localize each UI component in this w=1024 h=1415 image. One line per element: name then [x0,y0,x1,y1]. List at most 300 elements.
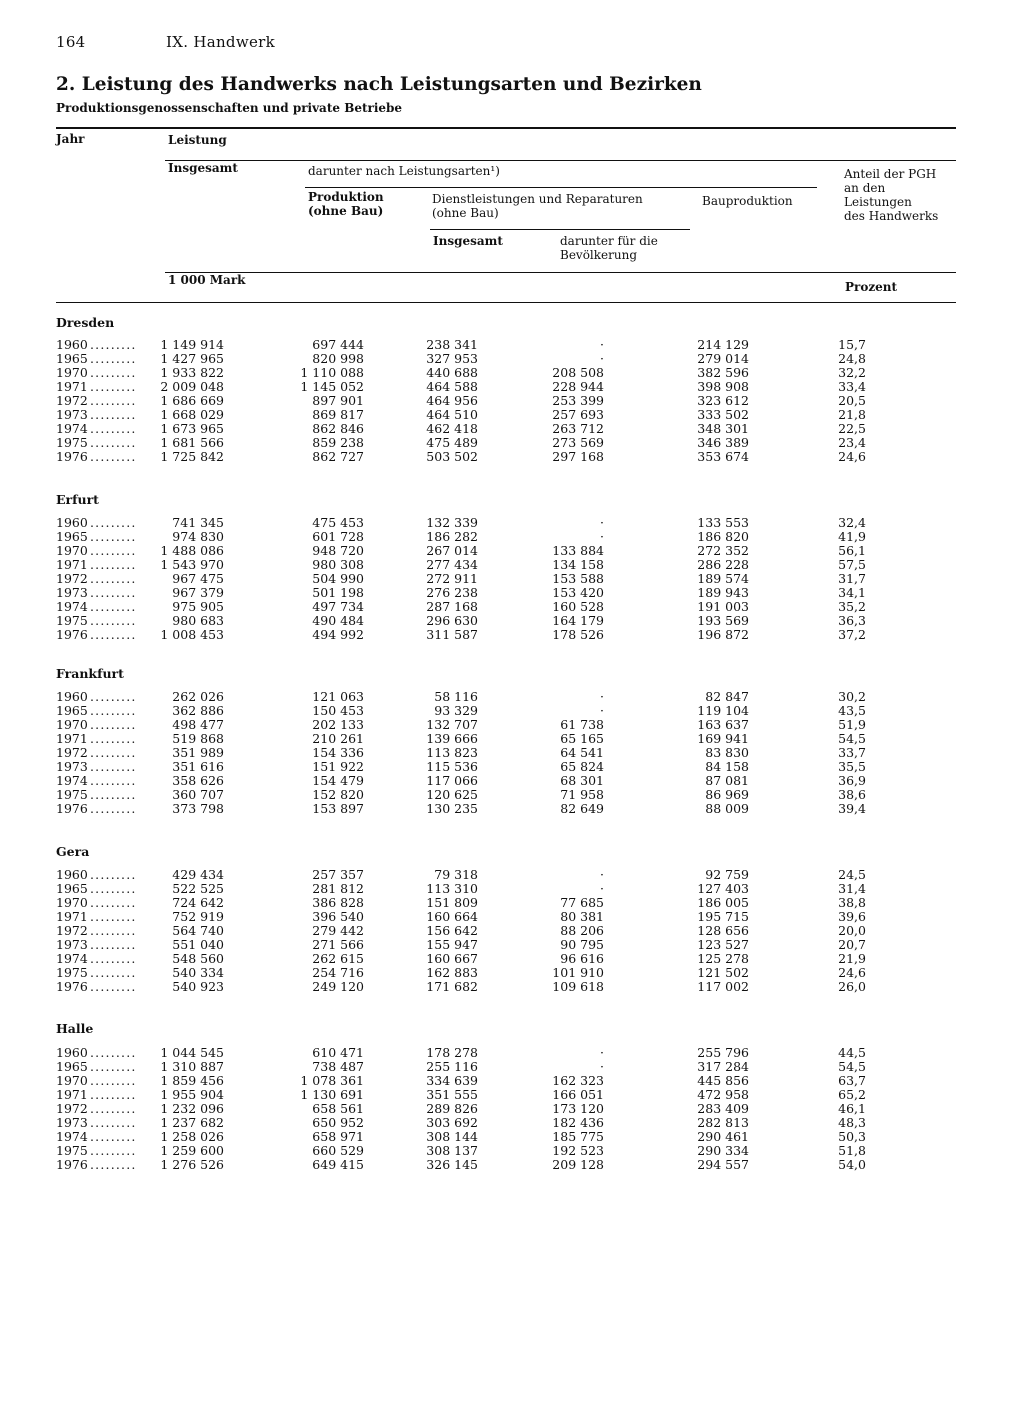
cell-produktion: 271 566 [312,937,364,952]
cell-bauproduktion: 195 715 [697,909,749,924]
cell-year: 1974 [56,1129,88,1144]
dot-leader: ......... [90,965,137,980]
cell-year: 1973 [56,585,88,600]
cell-anteil-pgh: 36,3 [838,613,866,628]
cell-bauproduktion: 290 461 [697,1129,749,1144]
dot-leader: ......... [90,703,137,718]
cell-produktion: 897 901 [312,393,364,408]
cell-year: 1960 [56,1045,88,1060]
cell-bevoelkerung: · [600,867,604,882]
cell-bauproduktion: 348 301 [697,421,749,436]
cell-anteil-pgh: 63,7 [838,1073,866,1088]
cell-bevoelkerung: 178 526 [552,627,604,642]
cell-anteil-pgh: 30,2 [838,689,866,704]
cell-dienstleistungen: 162 883 [426,965,478,980]
cell-produktion: 386 828 [312,895,364,910]
cell-bevoelkerung: 68 301 [560,773,604,788]
cell-produktion: 396 540 [312,909,364,924]
cell-year: 1975 [56,613,88,628]
cell-bevoelkerung: · [600,337,604,352]
cell-produktion: 150 453 [312,703,364,718]
cell-bevoelkerung: 209 128 [552,1157,604,1172]
table-row [0,1060,1024,1074]
cell-year: 1974 [56,951,88,966]
cell-bevoelkerung: 133 884 [552,543,604,558]
cell-produktion: 249 120 [312,979,364,994]
col-header-dienst-insgesamt: Insgesamt [433,234,503,248]
dot-leader: ......... [90,529,137,544]
cell-year: 1965 [56,881,88,896]
cell-produktion: 254 716 [312,965,364,980]
running-head [56,33,275,51]
table-title: 2. Leistung des Handwerks nach Leistungsarten und Bezirken [56,74,702,95]
header-rule-leistungsarten [305,187,817,188]
cell-anteil-pgh: 46,1 [838,1101,866,1116]
cell-dienstleistungen: 115 536 [426,759,478,774]
cell-year: 1965 [56,529,88,544]
cell-insgesamt: 2 009 048 [160,379,224,394]
cell-bevoelkerung: 109 618 [552,979,604,994]
cell-bauproduktion: 186 820 [697,529,749,544]
cell-year: 1973 [56,937,88,952]
cell-insgesamt: 1 276 526 [160,1157,224,1172]
table-row [0,436,1024,450]
cell-dienstleistungen: 113 310 [426,881,478,896]
cell-bauproduktion: 191 003 [697,599,749,614]
cell-bauproduktion: 186 005 [697,895,749,910]
cell-insgesamt: 360 707 [172,787,224,802]
cell-produktion: 980 308 [312,557,364,572]
table-row [0,614,1024,628]
table-row [0,558,1024,572]
cell-anteil-pgh: 21,8 [838,407,866,422]
dot-leader: ......... [90,515,137,530]
cell-insgesamt: 1 668 029 [160,407,224,422]
dot-leader: ......... [90,895,137,910]
table-row [0,544,1024,558]
cell-bauproduktion: 92 759 [705,867,749,882]
cell-bauproduktion: 189 943 [697,585,749,600]
cell-dienstleistungen: 351 555 [426,1087,478,1102]
col-header-jahr: Jahr [56,132,85,146]
cell-produktion: 658 971 [312,1129,364,1144]
header-rule-units [165,272,956,273]
cell-year: 1974 [56,421,88,436]
table-row [0,788,1024,802]
col-header-darunter: darunter nach Leistungsarten¹) [308,164,500,178]
cell-anteil-pgh: 54,0 [838,1157,866,1172]
cell-bevoelkerung: 182 436 [552,1115,604,1130]
cell-dienstleistungen: 267 014 [426,543,478,558]
cell-dienstleistungen: 334 639 [426,1073,478,1088]
district-heading: Erfurt [56,492,99,507]
cell-bevoelkerung: 173 120 [552,1101,604,1116]
cell-insgesamt: 351 616 [172,759,224,774]
cell-bevoelkerung: · [600,351,604,366]
table-subtitle: Produktionsgenossenschaften und private Betriebe [56,101,403,115]
dot-leader: ......... [90,449,137,464]
cell-bevoelkerung: 65 165 [560,731,604,746]
table-row [0,380,1024,394]
cell-produktion: 257 357 [312,867,364,882]
cell-year: 1960 [56,515,88,530]
cell-insgesamt: 1 149 914 [160,337,224,352]
table-row [0,450,1024,464]
cell-insgesamt: 1 237 682 [160,1115,224,1130]
cell-anteil-pgh: 50,3 [838,1129,866,1144]
dot-leader: ......... [90,731,137,746]
table-row [0,1046,1024,1060]
cell-anteil-pgh: 31,4 [838,881,866,896]
cell-bevoelkerung: 166 051 [552,1087,604,1102]
table-row [0,1116,1024,1130]
cell-insgesamt: 498 477 [172,717,224,732]
table-row [0,690,1024,704]
col-header-bevoelkerung: darunter für die Bevölkerung [560,234,658,262]
dot-leader: ......... [90,951,137,966]
cell-year: 1965 [56,1059,88,1074]
cell-produktion: 869 817 [312,407,364,422]
cell-produktion: 697 444 [312,337,364,352]
cell-bauproduktion: 87 081 [705,773,749,788]
cell-bauproduktion: 125 278 [697,951,749,966]
cell-dienstleistungen: 440 688 [426,365,478,380]
cell-year: 1975 [56,787,88,802]
cell-year: 1972 [56,923,88,938]
table-row [0,938,1024,952]
cell-insgesamt: 1 686 669 [160,393,224,408]
cell-produktion: 121 063 [312,689,364,704]
cell-anteil-pgh: 39,4 [838,801,866,816]
dot-leader: ......... [90,689,137,704]
cell-bauproduktion: 333 502 [697,407,749,422]
cell-insgesamt: 967 475 [172,571,224,586]
cell-year: 1970 [56,1073,88,1088]
cell-insgesamt: 1 488 086 [160,543,224,558]
table-row [0,1144,1024,1158]
cell-insgesamt: 741 345 [172,515,224,530]
cell-produktion: 650 952 [312,1115,364,1130]
cell-bauproduktion: 119 104 [697,703,749,718]
cell-anteil-pgh: 15,7 [838,337,866,352]
cell-produktion: 501 198 [312,585,364,600]
cell-insgesamt: 1 673 965 [160,421,224,436]
cell-insgesamt: 1 232 096 [160,1101,224,1116]
cell-insgesamt: 262 026 [172,689,224,704]
dot-leader: ......... [90,717,137,732]
cell-anteil-pgh: 23,4 [838,435,866,450]
cell-bevoelkerung: 297 168 [552,449,604,464]
header-rule-darunter [165,160,956,161]
unit-label-mark: 1 000 Mark [168,273,246,287]
cell-bauproduktion: 84 158 [705,759,749,774]
cell-year: 1970 [56,543,88,558]
table-row [0,910,1024,924]
cell-dienstleistungen: 462 418 [426,421,478,436]
cell-bevoelkerung: 273 569 [552,435,604,450]
cell-produktion: 152 820 [312,787,364,802]
cell-bevoelkerung: · [600,529,604,544]
cell-produktion: 1 110 088 [300,365,364,380]
cell-dienstleistungen: 503 502 [426,449,478,464]
cell-bevoelkerung: 61 738 [560,717,604,732]
table-row [0,1130,1024,1144]
cell-produktion: 504 990 [312,571,364,586]
cell-year: 1972 [56,1101,88,1116]
table-row [0,1088,1024,1102]
cell-year: 1972 [56,571,88,586]
cell-anteil-pgh: 51,8 [838,1143,866,1158]
cell-year: 1965 [56,351,88,366]
dot-leader: ......... [90,407,137,422]
cell-anteil-pgh: 36,9 [838,773,866,788]
table-row [0,352,1024,366]
cell-produktion: 154 479 [312,773,364,788]
cell-produktion: 154 336 [312,745,364,760]
dot-leader: ......... [90,1129,137,1144]
cell-anteil-pgh: 65,2 [838,1087,866,1102]
dot-leader: ......... [90,1101,137,1116]
table-row [0,882,1024,896]
dot-leader: ......... [90,393,137,408]
cell-dienstleistungen: 132 707 [426,717,478,732]
cell-bauproduktion: 214 129 [697,337,749,352]
cell-bauproduktion: 196 872 [697,627,749,642]
cell-bevoelkerung: 164 179 [552,613,604,628]
col-header-bauproduktion: Bauproduktion [702,194,793,208]
cell-anteil-pgh: 20,0 [838,923,866,938]
cell-insgesamt: 362 886 [172,703,224,718]
cell-dienstleistungen: 171 682 [426,979,478,994]
cell-anteil-pgh: 38,8 [838,895,866,910]
table-row [0,732,1024,746]
cell-produktion: 281 812 [312,881,364,896]
cell-insgesamt: 551 040 [172,937,224,952]
cell-produktion: 494 992 [312,627,364,642]
dot-leader: ......... [90,421,137,436]
cell-insgesamt: 1 008 453 [160,627,224,642]
cell-produktion: 649 415 [312,1157,364,1172]
table-row [0,952,1024,966]
cell-insgesamt: 1 543 970 [160,557,224,572]
cell-bauproduktion: 294 557 [697,1157,749,1172]
dot-leader: ......... [90,627,137,642]
table-row [0,422,1024,436]
cell-bauproduktion: 382 596 [697,365,749,380]
cell-bauproduktion: 169 941 [697,731,749,746]
cell-bauproduktion: 323 612 [697,393,749,408]
cell-bevoelkerung: 257 693 [552,407,604,422]
cell-bauproduktion: 127 403 [697,881,749,896]
cell-dienstleistungen: 464 956 [426,393,478,408]
chapter-title: IX. Handwerk [166,33,276,51]
cell-bevoelkerung: 101 910 [552,965,604,980]
cell-bauproduktion: 283 409 [697,1101,749,1116]
cell-dienstleistungen: 464 588 [426,379,478,394]
cell-anteil-pgh: 20,5 [838,393,866,408]
cell-bauproduktion: 353 674 [697,449,749,464]
dot-leader: ......... [90,1073,137,1088]
district-heading: Frankfurt [56,666,124,681]
cell-bauproduktion: 123 527 [697,937,749,952]
table-row [0,366,1024,380]
cell-bevoelkerung: 77 685 [560,895,604,910]
cell-year: 1971 [56,1087,88,1102]
cell-bauproduktion: 272 352 [697,543,749,558]
table-row [0,572,1024,586]
cell-bevoelkerung: 88 206 [560,923,604,938]
cell-bevoelkerung: 134 158 [552,557,604,572]
table-row [0,980,1024,994]
cell-dienstleistungen: 311 587 [426,627,478,642]
table-row [0,746,1024,760]
cell-dienstleistungen: 93 329 [434,703,478,718]
cell-year: 1965 [56,703,88,718]
dot-leader: ......... [90,787,137,802]
cell-insgesamt: 540 334 [172,965,224,980]
cell-year: 1976 [56,627,88,642]
cell-dienstleistungen: 132 339 [426,515,478,530]
cell-bauproduktion: 445 856 [697,1073,749,1088]
cell-anteil-pgh: 57,5 [838,557,866,572]
table-row [0,530,1024,544]
cell-produktion: 1 145 052 [300,379,364,394]
dot-leader: ......... [90,745,137,760]
table-row [0,718,1024,732]
cell-bevoelkerung: 228 944 [552,379,604,394]
cell-year: 1971 [56,379,88,394]
cell-bauproduktion: 255 796 [697,1045,749,1060]
cell-insgesamt: 1 955 904 [160,1087,224,1102]
cell-bevoelkerung: 153 588 [552,571,604,586]
cell-insgesamt: 358 626 [172,773,224,788]
cell-bevoelkerung: 82 649 [560,801,604,816]
cell-insgesamt: 548 560 [172,951,224,966]
dot-leader: ......... [90,1157,137,1172]
dot-leader: ......... [90,1059,137,1074]
table-row [0,868,1024,882]
cell-year: 1960 [56,867,88,882]
cell-bevoelkerung: 160 528 [552,599,604,614]
cell-dienstleistungen: 277 434 [426,557,478,572]
cell-produktion: 820 998 [312,351,364,366]
district-heading: Gera [56,844,90,859]
cell-anteil-pgh: 48,3 [838,1115,866,1130]
cell-bevoelkerung: 153 420 [552,585,604,600]
cell-anteil-pgh: 33,7 [838,745,866,760]
cell-insgesamt: 1 259 600 [160,1143,224,1158]
cell-year: 1973 [56,1115,88,1130]
cell-dienstleistungen: 79 318 [434,867,478,882]
cell-anteil-pgh: 51,9 [838,717,866,732]
cell-anteil-pgh: 56,1 [838,543,866,558]
col-header-leistung: Leistung [168,133,227,147]
cell-dienstleistungen: 120 625 [426,787,478,802]
cell-anteil-pgh: 24,6 [838,449,866,464]
table-row [0,586,1024,600]
dot-leader: ......... [90,613,137,628]
cell-insgesamt: 1 725 842 [160,449,224,464]
cell-bauproduktion: 317 284 [697,1059,749,1074]
table-row [0,1158,1024,1172]
cell-bevoelkerung: · [600,689,604,704]
col-header-produktion: Produktion (ohne Bau) [308,190,384,218]
dot-leader: ......... [90,351,137,366]
cell-produktion: 279 442 [312,923,364,938]
dot-leader: ......... [90,557,137,572]
cell-insgesamt: 1 258 026 [160,1129,224,1144]
cell-bauproduktion: 472 958 [697,1087,749,1102]
table-row [0,1074,1024,1088]
cell-anteil-pgh: 20,7 [838,937,866,952]
cell-year: 1960 [56,689,88,704]
cell-dienstleistungen: 113 823 [426,745,478,760]
cell-anteil-pgh: 24,6 [838,965,866,980]
cell-year: 1975 [56,965,88,980]
cell-dienstleistungen: 160 664 [426,909,478,924]
cell-produktion: 262 615 [312,951,364,966]
cell-produktion: 862 727 [312,449,364,464]
cell-bauproduktion: 290 334 [697,1143,749,1158]
cell-year: 1960 [56,337,88,352]
cell-dienstleistungen: 272 911 [426,571,478,586]
cell-insgesamt: 373 798 [172,801,224,816]
cell-bauproduktion: 117 002 [697,979,749,994]
cell-anteil-pgh: 43,5 [838,703,866,718]
cell-insgesamt: 724 642 [172,895,224,910]
cell-dienstleistungen: 58 116 [434,689,478,704]
cell-produktion: 610 471 [312,1045,364,1060]
table-row [0,896,1024,910]
cell-dienstleistungen: 130 235 [426,801,478,816]
cell-bauproduktion: 82 847 [705,689,749,704]
cell-bevoelkerung: 263 712 [552,421,604,436]
dot-leader: ......... [90,543,137,558]
dot-leader: ......... [90,1115,137,1130]
cell-bauproduktion: 133 553 [697,515,749,530]
cell-bevoelkerung: 208 508 [552,365,604,380]
dot-leader: ......... [90,759,137,774]
page-number: 164 [56,33,86,51]
dot-leader: ......... [90,599,137,614]
cell-insgesamt: 1 933 822 [160,365,224,380]
cell-anteil-pgh: 38,6 [838,787,866,802]
dot-leader: ......... [90,585,137,600]
cell-year: 1976 [56,801,88,816]
cell-produktion: 490 484 [312,613,364,628]
dot-leader: ......... [90,365,137,380]
cell-anteil-pgh: 22,5 [838,421,866,436]
cell-insgesamt: 974 830 [172,529,224,544]
district-heading: Halle [56,1021,94,1036]
cell-dienstleistungen: 255 116 [426,1059,478,1074]
cell-year: 1970 [56,365,88,380]
cell-anteil-pgh: 54,5 [838,731,866,746]
cell-dienstleistungen: 303 692 [426,1115,478,1130]
cell-dienstleistungen: 308 137 [426,1143,478,1158]
cell-bevoelkerung: 80 381 [560,909,604,924]
cell-bevoelkerung: 90 795 [560,937,604,952]
cell-bauproduktion: 346 389 [697,435,749,450]
cell-bevoelkerung: · [600,1045,604,1060]
cell-year: 1975 [56,435,88,450]
cell-insgesamt: 540 923 [172,979,224,994]
cell-year: 1976 [56,979,88,994]
cell-bauproduktion: 398 908 [697,379,749,394]
dot-leader: ......... [90,881,137,896]
cell-dienstleistungen: 289 826 [426,1101,478,1116]
cell-anteil-pgh: 24,5 [838,867,866,882]
